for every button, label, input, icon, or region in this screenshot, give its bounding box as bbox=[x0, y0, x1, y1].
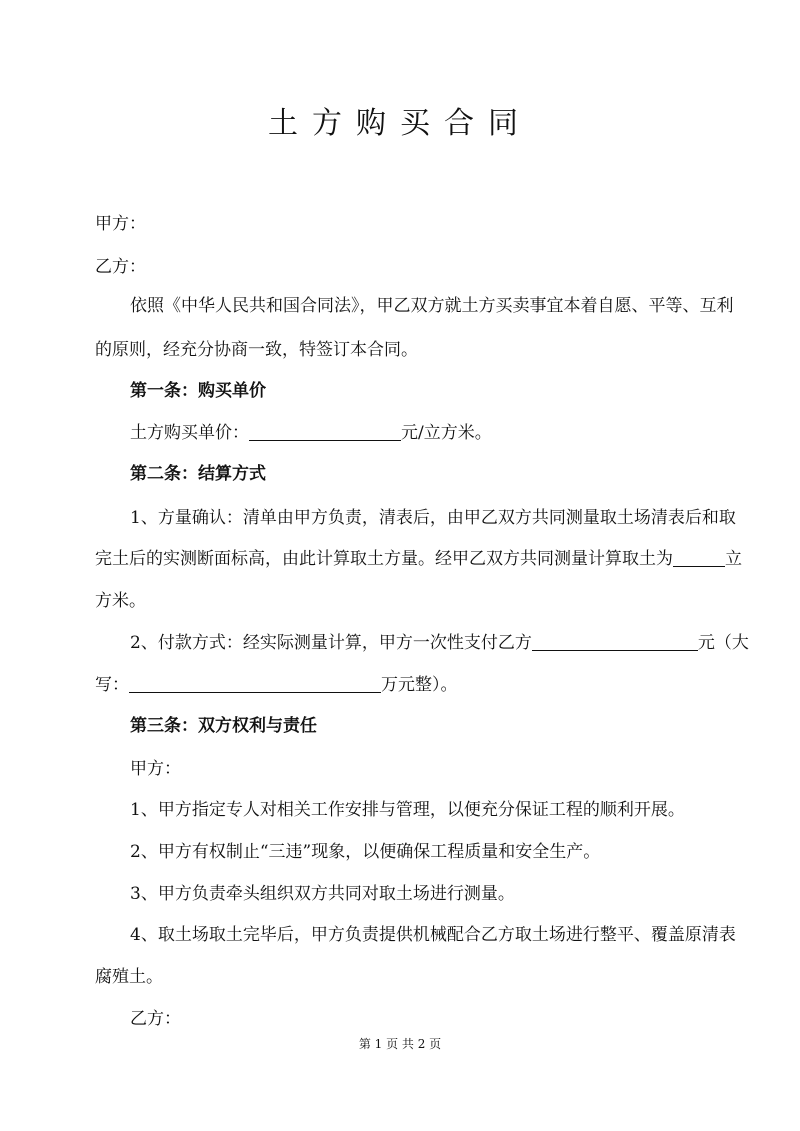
capital-unit: 万元整）。 bbox=[381, 675, 458, 695]
article-1-heading: 第一条：购买单价 bbox=[130, 381, 266, 401]
volume-text: 完土后的实测断面标高，由此计算取土方量。经甲乙双方共同测量计算取土为 bbox=[95, 549, 673, 569]
settlement-item-1-line-3: 方米。 bbox=[95, 591, 146, 611]
capital-amount-blank bbox=[129, 674, 381, 693]
intro-line-2: 的原则，经充分协商一致，特签订本合同。 bbox=[95, 340, 418, 360]
party-a-duty-4-line-1: 4、取土场取土完毕后，甲方负责提供机械配合乙方取土场进行整平、覆盖原清表 bbox=[130, 925, 736, 945]
payment-amount-blank bbox=[532, 632, 698, 651]
volume-blank bbox=[673, 548, 725, 567]
document-title: 土方购买合同 bbox=[268, 106, 532, 141]
party-a-duty-2: 2、甲方有权制止“三违”现象，以便确保工程质量和安全生产。 bbox=[130, 842, 601, 862]
settlement-item-2-line-2 bbox=[95, 672, 458, 698]
payment-unit: 元（大 bbox=[697, 633, 749, 653]
capital-label: 写： bbox=[95, 675, 129, 695]
party-a-duty-4-line-2: 腐殖土。 bbox=[95, 967, 163, 987]
volume-unit-start: 立 bbox=[725, 549, 742, 569]
party-a-duty-3: 3、甲方负责牵头组织双方共同对取土场进行测量。 bbox=[130, 884, 515, 904]
intro-line-1: 依照《中华人民共和国合同法》，甲乙双方就土方买卖事宜本着自愿、平等、互利 bbox=[130, 296, 734, 316]
page-footer: 第 1 页 共 2 页 bbox=[358, 1037, 442, 1051]
unit-price-unit: 元/立方米。 bbox=[401, 423, 492, 443]
article-3-party-a-label: 甲方： bbox=[130, 759, 181, 779]
settlement-item-2-line-1 bbox=[130, 630, 749, 656]
settlement-item-1-line-1: 1、方量确认：清单由甲方负责，清表后，由甲乙双方共同测量取土场清表后和取 bbox=[130, 508, 736, 528]
unit-price-blank bbox=[249, 422, 401, 441]
payment-text: 2、付款方式：经实际测量计算，甲方一次性支付乙方 bbox=[130, 633, 532, 653]
unit-price-label: 土方购买单价： bbox=[130, 423, 249, 443]
party-a-label: 甲方： bbox=[95, 214, 146, 234]
party-b-label: 乙方： bbox=[95, 257, 146, 277]
article-3-party-b-label: 乙方： bbox=[130, 1009, 181, 1029]
article-2-heading: 第二条：结算方式 bbox=[130, 464, 266, 484]
unit-price-line bbox=[130, 420, 492, 446]
article-3-heading: 第三条：双方权利与责任 bbox=[130, 716, 317, 736]
party-a-duty-1: 1、甲方指定专人对相关工作安排与管理，以便充分保证工程的顺利开展。 bbox=[130, 800, 685, 820]
settlement-item-1-line-2 bbox=[95, 546, 742, 572]
